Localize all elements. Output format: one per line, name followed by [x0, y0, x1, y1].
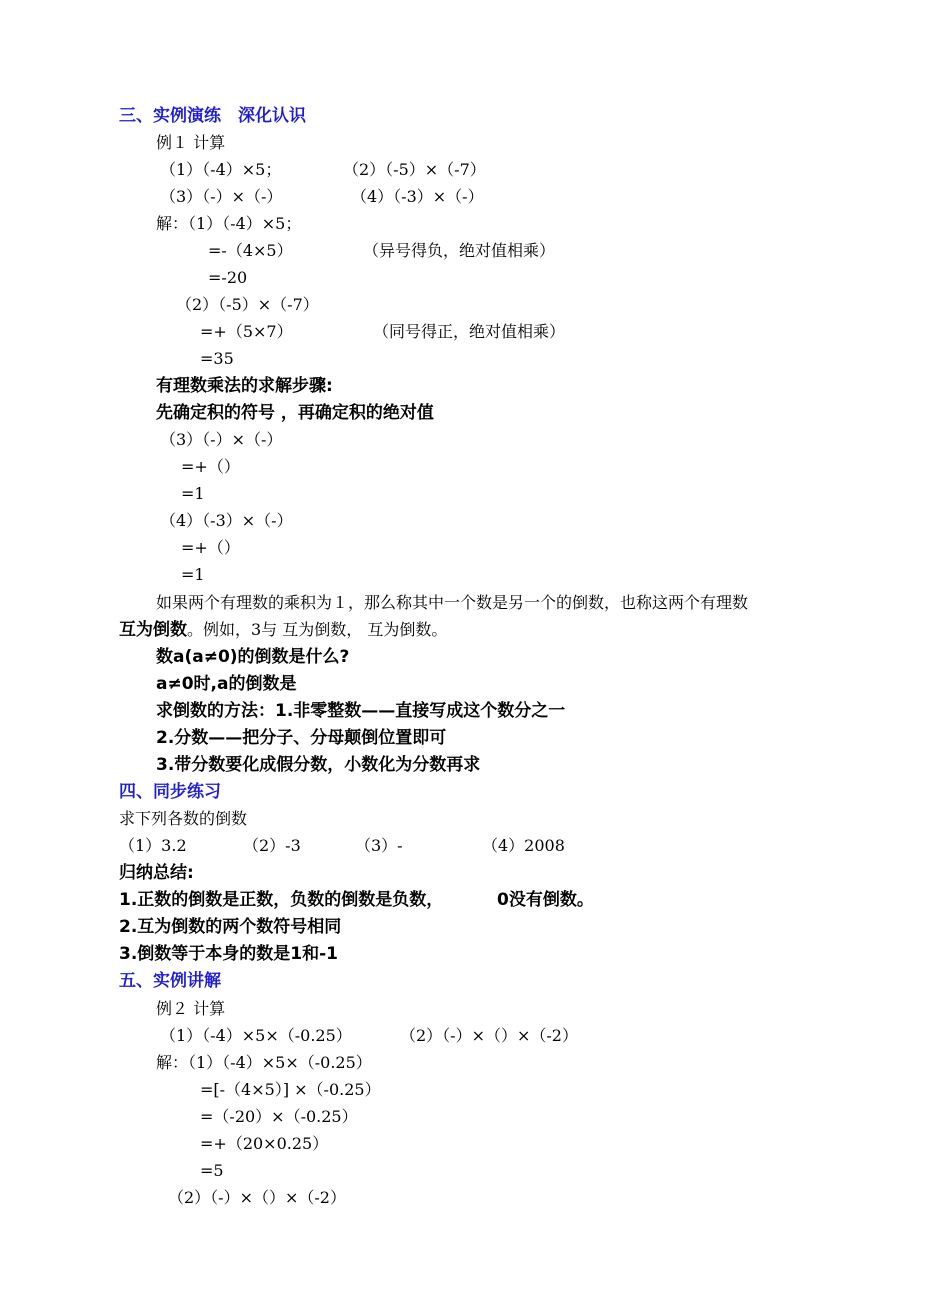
example2-solution-line3: =（-20）×（-0.25） [200, 1107, 358, 1126]
section4-title: 四、同步练习 [119, 782, 221, 802]
section5-title: 五、实例讲解 [119, 971, 221, 991]
summary-title: 归纳总结: [119, 863, 194, 883]
reciprocal-question: 数a(a≠0)的倒数是什么? [156, 647, 350, 667]
solution-label: 解：（1）（-4）×5； [156, 214, 302, 233]
section3-title: 三、实例演练 深化认识 [119, 106, 306, 126]
summary-point1-zero: 0没有倒数。 [497, 890, 594, 910]
solution2-line1: （2）（-5）×（-7） [176, 295, 319, 314]
example2-q2: （2）（-）×（）×（-2） [400, 1026, 578, 1045]
reciprocal-method3: 3.带分数要化成假分数，小数化为分数再求 [156, 755, 481, 775]
example2-solution-line4: =+（20×0.25） [200, 1134, 329, 1153]
example2-solution-label: 解：（1）（-4）×5×（-0.25） [156, 1053, 372, 1072]
reciprocal-method1: 求倒数的方法：1.非零整数——直接写成这个数分之一 [156, 701, 566, 721]
solution4-line1: （4）（-3）×（-） [160, 511, 293, 530]
example1-q2: （2）（-5）×（-7） [343, 160, 486, 179]
reciprocal-method2: 2.分数——把分子、分母颠倒位置即可 [156, 728, 447, 748]
practice-prompt: 求下列各数的倒数 [119, 809, 248, 828]
example2-solution-line5: =5 [200, 1161, 224, 1180]
practice-item3: （3）- [355, 836, 403, 855]
solution1-line2: =-（4×5） [208, 241, 293, 260]
example2-q2-solution: （2）（-）×（）×（-2） [168, 1188, 346, 1207]
summary-point3: 3.倒数等于本身的数是1和-1 [119, 944, 338, 964]
reciprocal-definition-line1: 如果两个有理数的乘积为１，那么称其中一个数是另一个的倒数，也称这两个有理数 [156, 593, 749, 612]
steps-title: 有理数乘法的求解步骤: [156, 376, 333, 396]
summary-point1: 1.正数的倒数是正数，负数的倒数是负数， [119, 890, 444, 910]
solution1-line3: =-20 [208, 268, 248, 287]
example1-title: 例１ 计算 [156, 133, 226, 152]
solution3-line3: =1 [181, 484, 205, 503]
steps-text: 先确定积的符号 ，再确定积的绝对值 [156, 403, 434, 423]
solution2-note: （同号得正，绝对值相乘） [373, 322, 566, 341]
practice-item4: （4）2008 [482, 836, 565, 855]
reciprocal-example: 。例如，3与 互为倒数， 互为倒数。 [187, 620, 448, 639]
reciprocal-definition-line2 [119, 620, 447, 640]
example2-title: 例２ 计算 [156, 999, 226, 1018]
reciprocal-answer: a≠0时,a的倒数是 [156, 674, 297, 694]
example1-q4: （4）（-3）×（-） [351, 187, 484, 206]
solution2-line2: =+（5×7） [200, 322, 293, 341]
example2-solution-line2: =[-（4×5）] ×（-0.25） [200, 1080, 381, 1099]
example1-q3: （3）（-）×（-） [160, 187, 283, 206]
solution3-line2: =+（） [181, 457, 240, 476]
summary-point2: 2.互为倒数的两个数符号相同 [119, 917, 342, 937]
solution1-note: （异号得负，绝对值相乘） [363, 241, 556, 260]
example1-q1: （1）（-4）×5； [160, 160, 282, 179]
practice-item2: （2）-3 [243, 836, 301, 855]
reciprocal-term: 互为倒数 [119, 620, 187, 640]
solution2-line3: =35 [200, 349, 234, 368]
solution4-line3: =1 [181, 565, 205, 584]
solution4-line2: =+（） [181, 538, 240, 557]
practice-item1: （1）3.2 [119, 836, 187, 855]
solution3-line1: （3）（-）×（-） [160, 430, 283, 449]
example2-q1: （1）（-4）×5×（-0.25） [160, 1026, 352, 1045]
